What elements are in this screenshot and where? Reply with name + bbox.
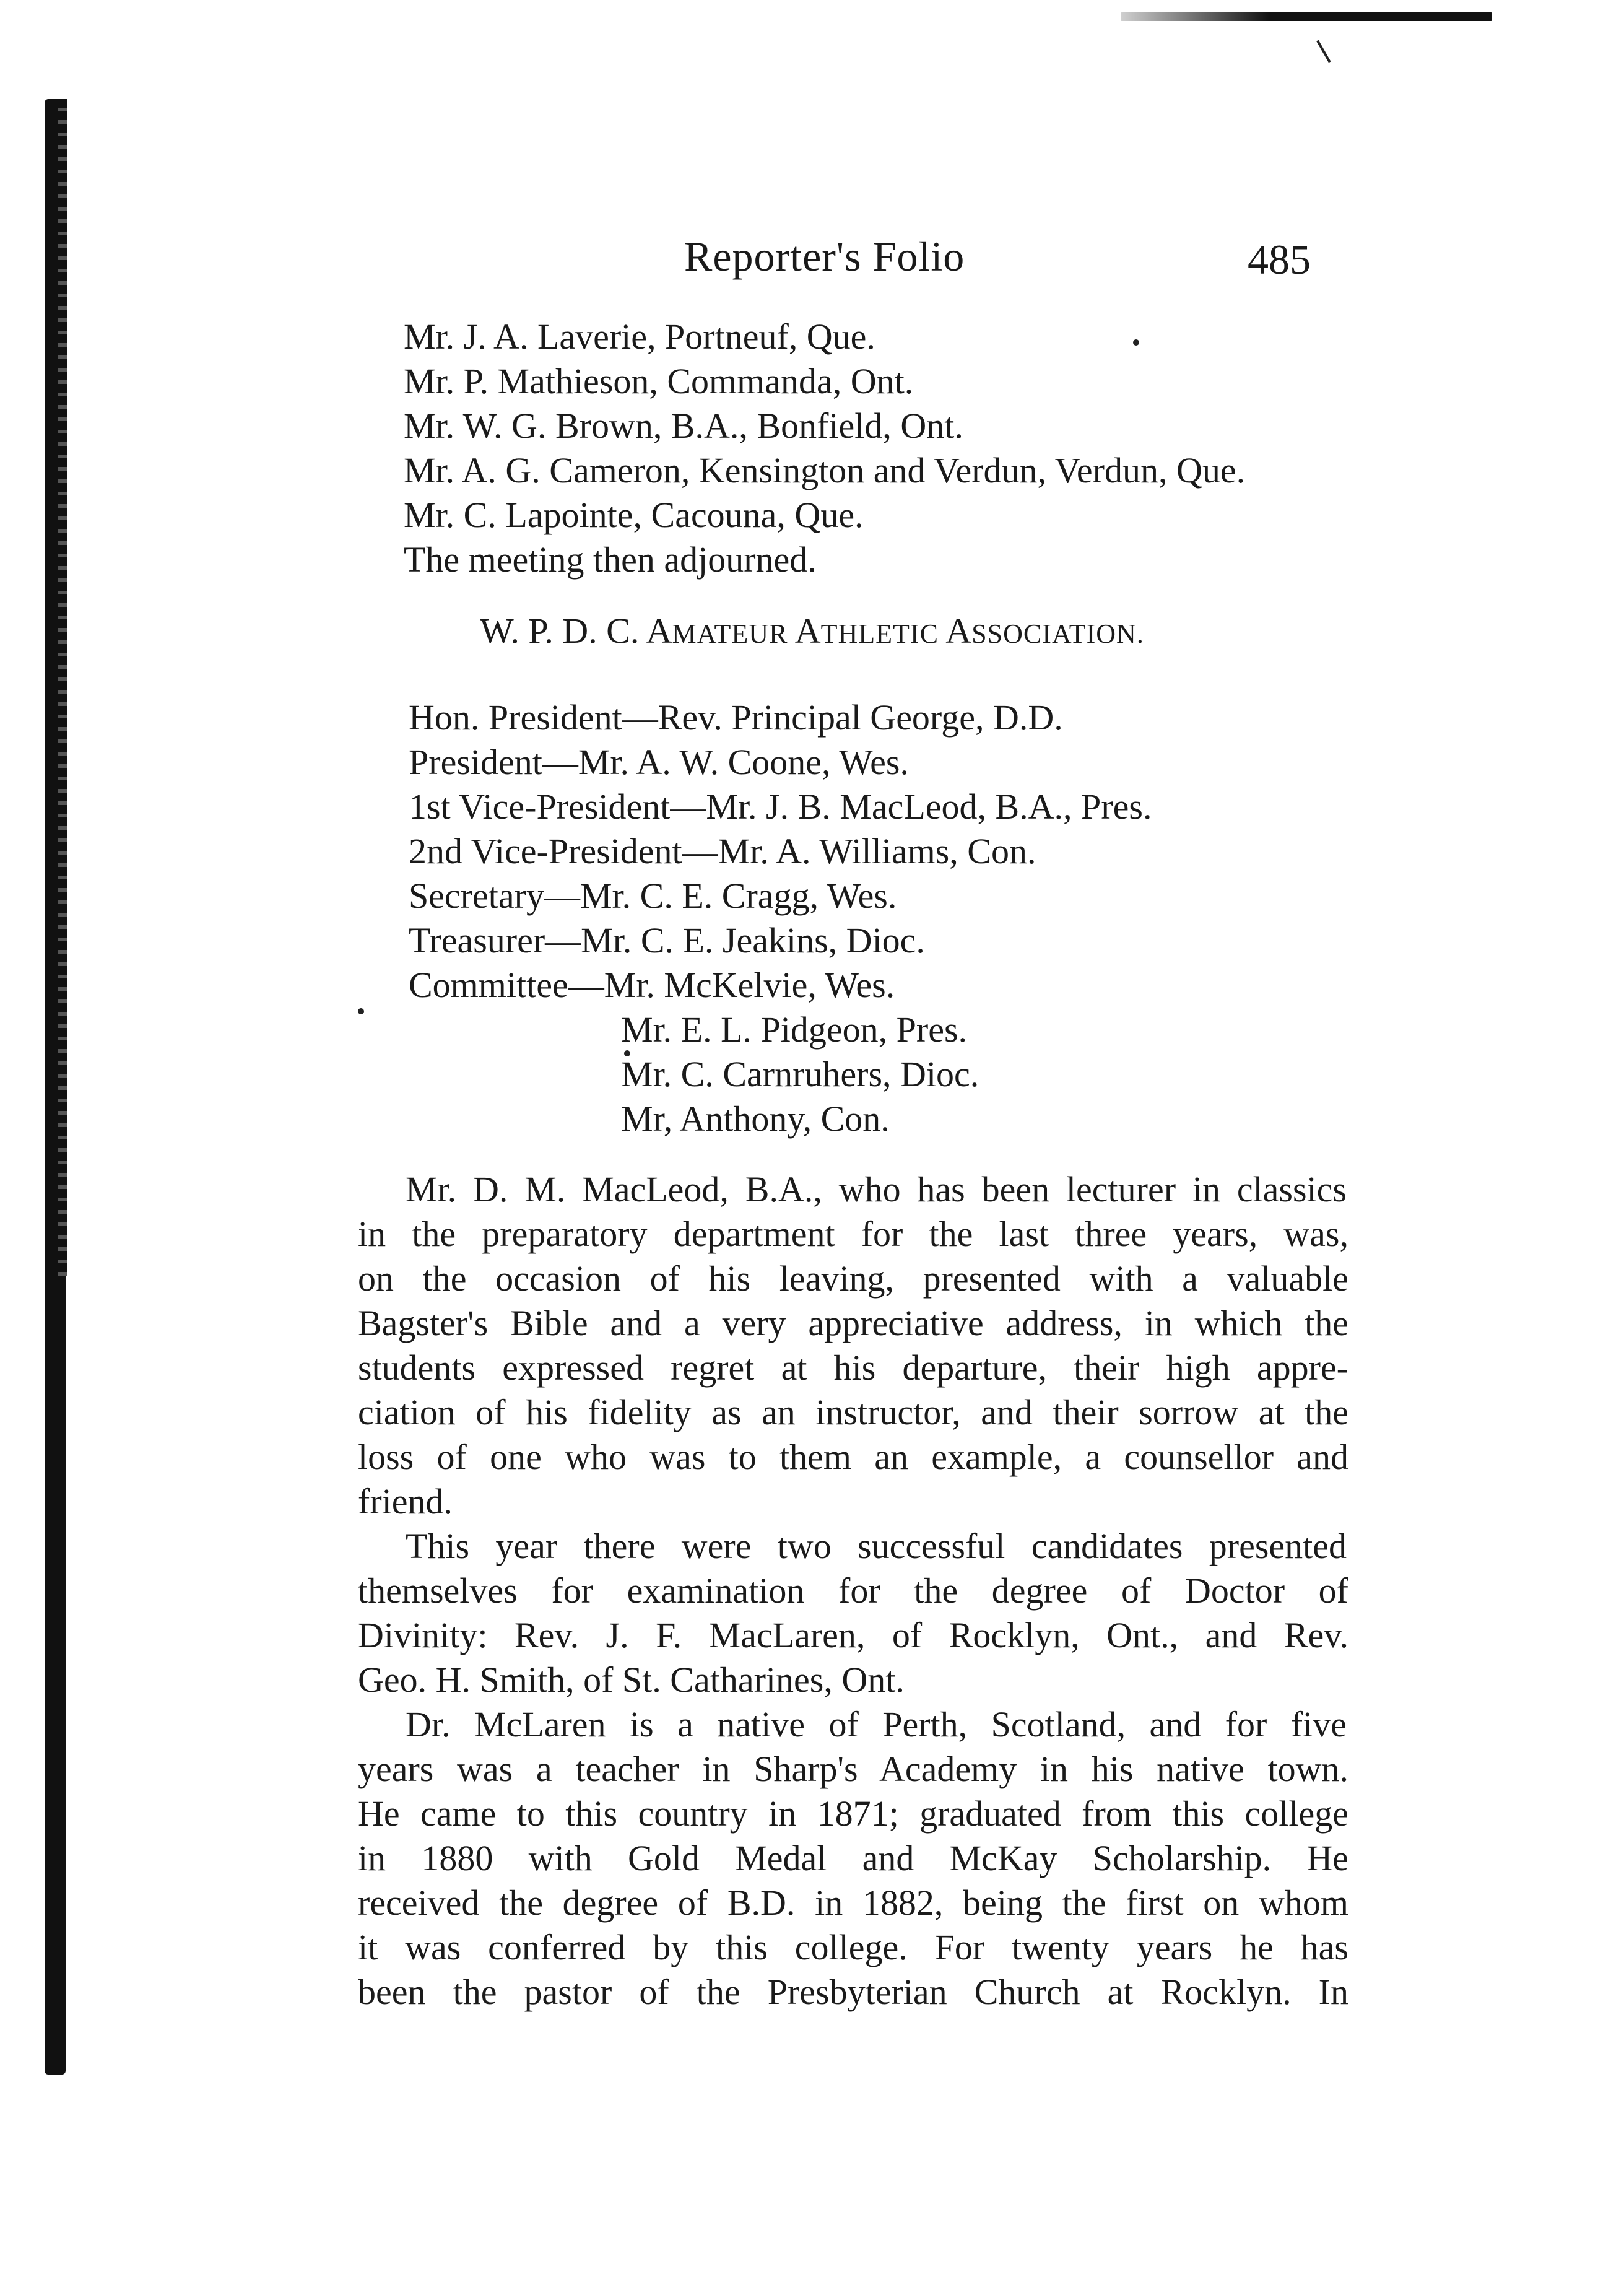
paragraph-line: in the preparatory department for the last three years, was,: [358, 1214, 1348, 1254]
paragraph-line: loss of one who was to them an example, a counsellor and: [358, 1437, 1348, 1477]
officer-entry: Hon. President—Rev. Principal George, D.D.: [409, 697, 1063, 738]
paragraph-line: on the occasion of his leaving, presented with a valuable: [358, 1258, 1348, 1299]
officer-entry: Committee—Mr. McKelvie, Wes.: [409, 965, 895, 1005]
officer-entry: Secretary—Mr. C. E. Cragg, Wes.: [409, 876, 897, 916]
list-item: Mr. J. A. Laverie, Portneuf, Que.: [404, 316, 875, 357]
paragraph-line: Dr. McLaren is a native of Perth, Scotland, and for five: [406, 1704, 1347, 1744]
running-title: Reporter's Folio: [684, 233, 965, 280]
paragraph-line: Geo. H. Smith, of St. Catharines, Ont.: [358, 1660, 905, 1700]
paragraph-line: Divinity: Rev. J. F. MacLaren, of Rocklyn, Ont., and Rev.: [358, 1615, 1348, 1655]
paragraph-line: students expressed regret at his departure, their high appre-: [358, 1348, 1348, 1388]
committee-member: Mr. C. Carnruhers, Dioc.: [621, 1054, 979, 1094]
officer-entry: Treasurer—Mr. C. E. Jeakins, Dioc.: [409, 920, 925, 960]
paragraph-line: This year there were two successful candidates presented: [406, 1526, 1347, 1566]
top-scan-rule: [1121, 12, 1492, 21]
heading-prefix: W. P. D. C.: [480, 611, 640, 651]
paragraph-line: been the pastor of the Presbyterian Church at Rocklyn. In: [358, 1972, 1348, 2012]
paragraph-line: in 1880 with Gold Medal and McKay Scholarship. He: [358, 1838, 1348, 1878]
list-item: The meeting then adjourned.: [404, 539, 817, 580]
paragraph-line: received the degree of B.D. in 1882, being the first on whom: [358, 1883, 1348, 1923]
paragraph-line: He came to this country in 1871; graduated from this college: [358, 1793, 1348, 1834]
paragraph-line: friend.: [358, 1481, 453, 1522]
paragraph-line: themselves for examination for the degree of Doctor of: [358, 1570, 1348, 1611]
paragraph-line: it was conferred by this college. For twenty years he has: [358, 1927, 1348, 1967]
paragraph-line: Bagster's Bible and a very appreciative address, in which the: [358, 1303, 1348, 1343]
list-item: Mr. W. G. Brown, B.A., Bonfield, Ont.: [404, 406, 963, 446]
page-number: 485: [1248, 236, 1311, 283]
binding-edge: [45, 99, 66, 2075]
stray-dot: [358, 1008, 364, 1014]
stray-dot: [1133, 339, 1139, 346]
paragraph-line: Mr. D. M. MacLeod, B.A., who has been lecturer in classics: [406, 1169, 1347, 1209]
officer-entry: 1st Vice-President—Mr. J. B. MacLeod, B.A., Pres.: [409, 786, 1152, 827]
list-item: Mr. C. Lapointe, Cacouna, Que.: [404, 495, 864, 535]
paragraph-line: ciation of his fidelity as an instructor, and their sorrow at the: [358, 1392, 1348, 1432]
scan-mark: [1316, 37, 1337, 63]
list-item: Mr. P. Mathieson, Commanda, Ont.: [404, 361, 914, 401]
officer-entry: 2nd Vice-President—Mr. A. Williams, Con.: [409, 831, 1036, 871]
committee-member: Mr. E. L. Pidgeon, Pres.: [621, 1009, 968, 1050]
section-heading: W. P. D. C. AMATEUR ATHLETIC ASSOCIATION.: [480, 611, 1144, 651]
list-item: Mr. A. G. Cameron, Kensington and Verdun, Verdun, Que.: [404, 450, 1246, 490]
officer-entry: President—Mr. A. W. Coone, Wes.: [409, 742, 909, 782]
committee-member: Mr, Anthony, Con.: [621, 1099, 890, 1139]
paragraph-line: years was a teacher in Sharp's Academy in his native town.: [358, 1749, 1348, 1789]
